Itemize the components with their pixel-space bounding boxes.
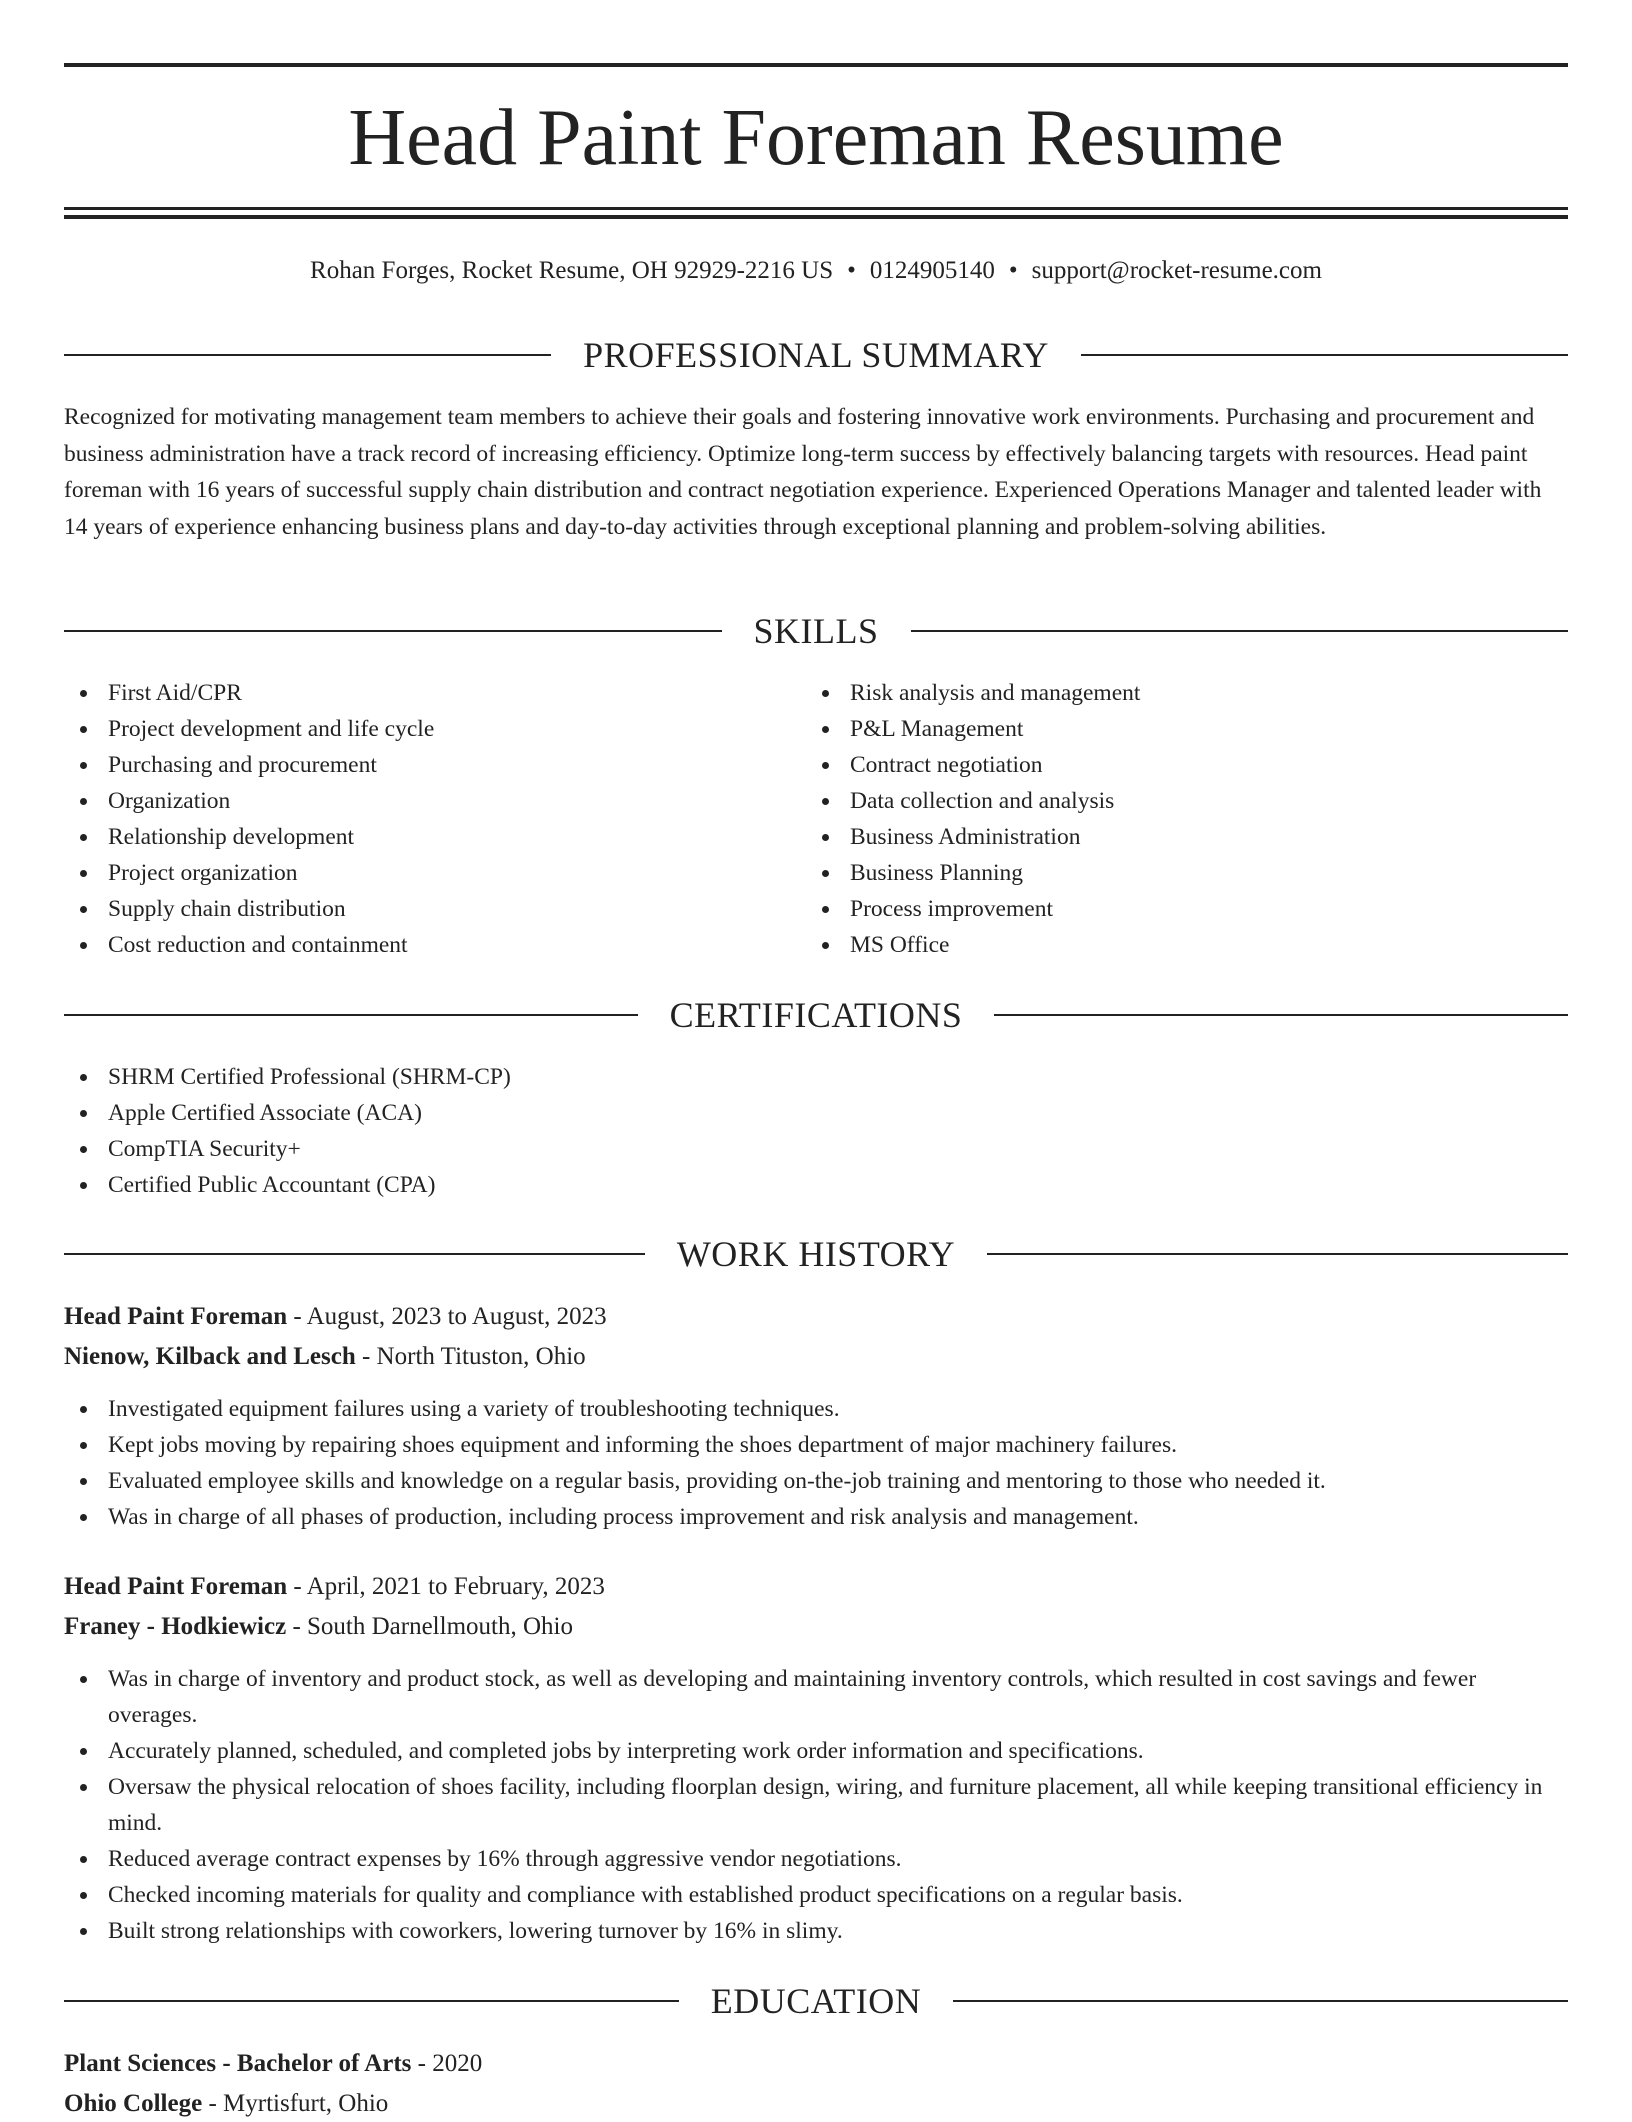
job-duty: Checked incoming materials for quality and compliance with established product specifications on a regular basis. xyxy=(64,1877,1568,1913)
heading-rule xyxy=(911,630,1569,632)
job-title-line xyxy=(64,1299,1568,1335)
section-heading-work-history xyxy=(64,1232,1568,1276)
job-duty: Oversaw the physical relocation of shoes facility, including floorplan design, wiring, and furniture placement, all while keeping transitional efficiency in mind. xyxy=(64,1769,1568,1841)
section-heading-skills xyxy=(64,609,1568,653)
skill-item: Data collection and analysis xyxy=(806,783,1506,819)
certification-item: Apple Certified Associate (ACA) xyxy=(64,1095,1564,1131)
skill-item: Organization xyxy=(64,783,764,819)
skill-item: Purchasing and procurement xyxy=(64,747,764,783)
skills-list-left xyxy=(64,675,764,963)
heading-label: CERTIFICATIONS xyxy=(669,995,963,1035)
section-heading-education xyxy=(64,1979,1568,2023)
job-location: - North Tituston, Ohio xyxy=(355,1343,586,1370)
skill-item: Business Administration xyxy=(806,819,1506,855)
job-title: Head Paint Foreman xyxy=(64,1303,288,1330)
heading-rule xyxy=(64,2000,679,2002)
heading-rule xyxy=(987,1253,1568,1255)
contact-email: support@rocket-resume.com xyxy=(1031,257,1322,284)
job-dates: - April, 2021 to February, 2023 xyxy=(287,1573,605,1600)
education-school-line xyxy=(64,2086,1568,2122)
section-heading-summary xyxy=(64,333,1568,377)
certifications-list xyxy=(64,1059,1564,1203)
heading-rule xyxy=(1081,354,1568,356)
job-location: - South Darnellmouth, Ohio xyxy=(286,1613,573,1640)
job-duty: Was in charge of all phases of production, including process improvement and risk analysis and management. xyxy=(64,1499,1568,1535)
education-year: - 2020 xyxy=(411,2050,483,2077)
education-degree: Plant Sciences - Bachelor of Arts xyxy=(64,2050,412,2077)
job-company-line xyxy=(64,1609,1568,1645)
skill-item: Project organization xyxy=(64,855,764,891)
title-rule-lower xyxy=(64,215,1568,219)
job-duty: Was in charge of inventory and product stock, as well as developing and maintaining inventory controls, which resulted in cost savings and fewer overages. xyxy=(64,1661,1568,1733)
skill-item: Business Planning xyxy=(806,855,1506,891)
top-rule xyxy=(64,63,1568,67)
skill-item: Supply chain distribution xyxy=(64,891,764,927)
heading-label: SKILLS xyxy=(753,611,879,651)
heading-rule xyxy=(64,1014,638,1016)
heading-label: EDUCATION xyxy=(710,1981,922,2021)
education-degree-line xyxy=(64,2046,1568,2082)
heading-label: WORK HISTORY xyxy=(676,1234,956,1274)
job-title: Head Paint Foreman xyxy=(64,1573,288,1600)
contact-address: Rohan Forges, Rocket Resume, OH 92929-2216 US xyxy=(310,257,834,284)
certification-item: SHRM Certified Professional (SHRM-CP) xyxy=(64,1059,1564,1095)
heading-rule xyxy=(953,2000,1568,2002)
heading-rule xyxy=(64,1253,645,1255)
skill-item: Cost reduction and containment xyxy=(64,927,764,963)
job-duty: Reduced average contract expenses by 16% through aggressive vendor negotiations. xyxy=(64,1841,1568,1877)
certification-item: Certified Public Accountant (CPA) xyxy=(64,1167,1564,1203)
heading-label: PROFESSIONAL SUMMARY xyxy=(583,335,1049,375)
skill-item: Risk analysis and management xyxy=(806,675,1506,711)
education-school: Ohio College xyxy=(64,2090,203,2117)
section-heading-certifications xyxy=(64,993,1568,1037)
contact-separator: • xyxy=(847,257,856,284)
contact-phone: 0124905140 xyxy=(869,257,995,284)
title-rule-upper xyxy=(64,207,1568,210)
job-title-line xyxy=(64,1569,1568,1605)
job-duties-list xyxy=(64,1391,1568,1535)
job-duty: Kept jobs moving by repairing shoes equipment and informing the shoes department of major machinery failures. xyxy=(64,1427,1568,1463)
skill-item: Project development and life cycle xyxy=(64,711,764,747)
certification-item: CompTIA Security+ xyxy=(64,1131,1564,1167)
job-company: Nienow, Kilback and Lesch xyxy=(64,1343,356,1370)
job-duty: Evaluated employee skills and knowledge on a regular basis, providing on-the-job training and mentoring to those who needed it. xyxy=(64,1463,1568,1499)
skill-item: Process improvement xyxy=(806,891,1506,927)
skill-item: MS Office xyxy=(806,927,1506,963)
skill-item: P&L Management xyxy=(806,711,1506,747)
skills-list-right xyxy=(806,675,1506,963)
job-company: Franey - Hodkiewicz xyxy=(64,1613,287,1640)
job-company-line xyxy=(64,1339,1568,1375)
skill-item: Contract negotiation xyxy=(806,747,1506,783)
job-dates: - August, 2023 to August, 2023 xyxy=(287,1303,607,1330)
job-duty: Accurately planned, scheduled, and completed jobs by interpreting work order information and specifications. xyxy=(64,1733,1568,1769)
heading-rule xyxy=(64,354,551,356)
job-duties-list xyxy=(64,1661,1568,1949)
summary-text: Recognized for motivating management team members to achieve their goals and fostering innovative work environments. Purchasing and procurement and business administration have a track record of increasing efficiency. Optimize long-term success by effectively balancing targets with resources. Head paint foreman with 16 years of successful supply chain distribution and contract negotiation experience. Experienced Operations Manager and talented leader with 14 years of experience enhancing business plans and day-to-day activities through exceptional planning and problem-solving abilities. xyxy=(64,404,1542,540)
contact-separator: • xyxy=(1008,257,1018,284)
contact-info xyxy=(64,254,1568,288)
job-duty: Investigated equipment failures using a variety of troubleshooting techniques. xyxy=(64,1391,1568,1427)
job-duty: Built strong relationships with coworkers, lowering turnover by 16% in slimy. xyxy=(64,1913,1568,1949)
skill-item: First Aid/CPR xyxy=(64,675,764,711)
heading-rule xyxy=(64,630,722,632)
skill-item: Relationship development xyxy=(64,819,764,855)
resume-title: Head Paint Foreman Resume xyxy=(348,94,1284,182)
education-location: - Myrtisfurt, Ohio xyxy=(202,2090,389,2117)
heading-rule xyxy=(994,1014,1568,1016)
